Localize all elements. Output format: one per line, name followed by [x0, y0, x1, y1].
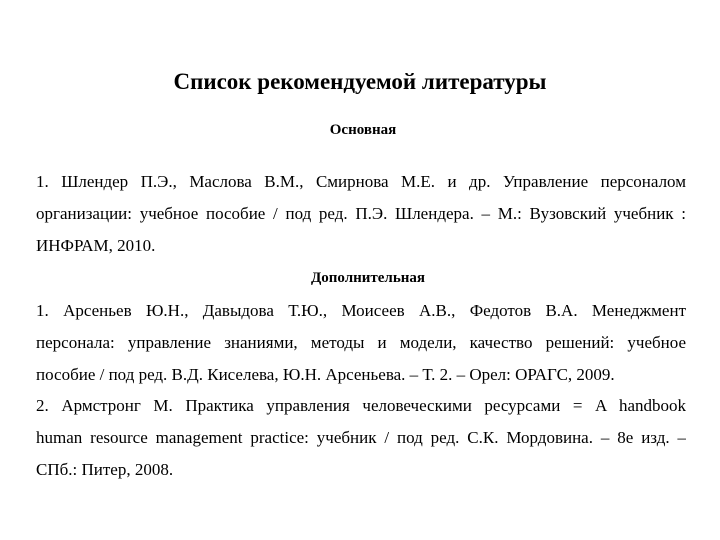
- reference-line: СПб.: Питер, 2008.: [36, 460, 174, 479]
- reference-line: персонала: управление знаниями, методы и модели, качество решений: учебное: [36, 333, 686, 352]
- reference-entry-main-1: [36, 166, 686, 262]
- reference-line: организации: учебное пособие / под ред. П.Э. Шлендера. – М.: Вузовский учебник :: [36, 204, 686, 223]
- reference-entry-additional-1: [36, 295, 686, 391]
- reference-entry-additional-2: [36, 390, 686, 486]
- section-heading-additional: Дополнительная: [310, 270, 426, 286]
- reference-line: human resource management practice: учебник / под ред. С.К. Мордовина. – 8е изд. –: [36, 428, 686, 447]
- reference-line: 2. Армстронг М. Практика управления человеческими ресурсами = A handbook: [36, 396, 686, 415]
- reference-line: 1. Шлендер П.Э., Маслова В.М., Смирнова М.Е. и др. Управление персоналом: [36, 172, 686, 191]
- reference-line: 1. Арсеньев Ю.Н., Давыдова Т.Ю., Моисеев А.В., Федотов В.А. Менеджмент: [36, 301, 686, 320]
- section-heading-main: Основная: [329, 122, 397, 138]
- reference-line: ИНФРАМ, 2010.: [36, 236, 156, 255]
- page-title: Список рекомендуемой литературы: [173, 69, 547, 94]
- reference-line: пособие / под ред. В.Д. Киселева, Ю.Н. Арсеньева. – Т. 2. – Орел: ОРАГС, 2009.: [36, 365, 615, 384]
